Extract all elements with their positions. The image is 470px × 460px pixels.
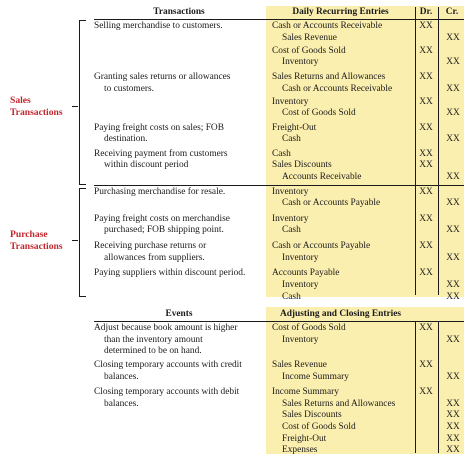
debit-account: Cash or Accounts Receivable xyxy=(272,21,383,31)
debit-mark: XX xyxy=(419,96,433,107)
purchase-description: Purchasing merchandise for resale. xyxy=(94,186,226,197)
purchase-description: Paying freight costs on merchandise xyxy=(94,213,230,224)
debit-account: Income Summary xyxy=(272,386,339,397)
credit-mark: XX xyxy=(446,108,460,119)
debit-account: Cost of Goods Sold xyxy=(272,323,346,333)
credit-mark: XX xyxy=(446,433,460,444)
bottom-left-header: Events xyxy=(165,309,193,319)
debit-mark: XX xyxy=(419,160,433,171)
event-description: than the inventory amount xyxy=(104,334,203,345)
top-entries-header: Daily Recurring Entries xyxy=(292,7,389,17)
debit-account: Sales Discounts xyxy=(272,160,332,171)
credit-account: Cash xyxy=(282,291,301,302)
purchase-description: allowances from suppliers. xyxy=(104,252,205,263)
sales-category-label: Transactions xyxy=(10,106,63,118)
cr-column-separator-top xyxy=(438,7,439,295)
credit-mark: XX xyxy=(446,371,460,382)
debit-mark: XX xyxy=(419,268,433,279)
sales-description: Receiving payment from customers xyxy=(94,148,228,159)
credit-mark: XX xyxy=(446,225,460,236)
credit-account: Cost of Goods Sold xyxy=(282,421,356,432)
sales-description: Granting sales returns or allowances xyxy=(94,71,231,82)
top-header-rule xyxy=(94,19,464,20)
credit-account: Cash xyxy=(282,134,301,145)
sales-description: Selling merchandise to customers. xyxy=(94,21,223,31)
debit-account: Inventory xyxy=(272,96,309,107)
credit-mark: XX xyxy=(446,410,460,421)
credit-account: Expenses xyxy=(282,445,318,456)
debit-account: Sales Returns and Allowances xyxy=(272,71,386,82)
debit-mark: XX xyxy=(419,240,433,251)
credit-mark: XX xyxy=(446,398,460,409)
credit-account: Cash or Accounts Receivable xyxy=(282,83,393,94)
dr-column-separator-bottom xyxy=(415,321,416,453)
credit-mark: XX xyxy=(446,134,460,145)
credit-account: Sales Returns and Allowances xyxy=(282,398,396,409)
credit-account: Inventory xyxy=(282,252,319,263)
bottom-entries-header: Adjusting and Closing Entries xyxy=(279,309,402,319)
debit-mark: XX xyxy=(419,386,433,397)
debit-account: Inventory xyxy=(272,186,309,197)
debit-account: Cash xyxy=(272,148,291,159)
debit-account: Inventory xyxy=(272,213,309,224)
dr-header: Dr. xyxy=(419,7,433,17)
sales-brace xyxy=(79,20,86,185)
purchase-category-label: Purchase xyxy=(10,229,48,240)
cr-header: Cr. xyxy=(445,7,459,17)
event-description: Closing temporary accounts with credit xyxy=(94,360,242,371)
event-description: balances. xyxy=(104,371,139,382)
credit-mark: XX xyxy=(446,421,460,432)
credit-account: Sales Revenue xyxy=(282,32,337,43)
purchase-brace-tick xyxy=(72,240,78,241)
debit-mark: XX xyxy=(419,21,433,31)
sales-description: to customers. xyxy=(104,83,154,94)
sales-brace-tick xyxy=(72,106,78,107)
purchase-category-label: Transactions xyxy=(10,240,63,252)
dr-column-separator-top xyxy=(415,7,416,295)
credit-mark: XX xyxy=(446,279,460,290)
credit-mark: XX xyxy=(446,32,460,43)
credit-account: Inventory xyxy=(282,334,319,345)
credit-mark: XX xyxy=(446,198,460,209)
purchase-description: Receiving purchase returns or xyxy=(94,240,207,251)
purchase-description: purchased; FOB shipping point. xyxy=(104,225,224,236)
credit-mark: XX xyxy=(446,334,460,345)
credit-mark: XX xyxy=(446,445,460,456)
event-description: Closing temporary accounts with debit xyxy=(94,386,240,397)
credit-mark: XX xyxy=(446,57,460,68)
debit-mark: XX xyxy=(419,360,433,371)
credit-account: Freight-Out xyxy=(282,433,327,444)
event-description: balances. xyxy=(104,398,139,409)
credit-mark: XX xyxy=(446,252,460,263)
credit-account: Accounts Receivable xyxy=(282,172,362,183)
debit-mark: XX xyxy=(419,122,433,133)
purchase-brace xyxy=(79,188,86,297)
event-description: Adjust because book amount is higher xyxy=(94,323,238,333)
debit-account: Accounts Payable xyxy=(272,268,340,279)
credit-account: Income Summary xyxy=(282,371,349,382)
debit-mark: XX xyxy=(419,148,433,159)
bottom-header-rule xyxy=(94,321,464,322)
top-left-header: Transactions xyxy=(153,7,205,17)
credit-account: Cash xyxy=(282,225,301,236)
debit-mark: XX xyxy=(419,186,433,197)
credit-account: Inventory xyxy=(282,279,319,290)
credit-account: Sales Discounts xyxy=(282,410,342,421)
credit-mark: XX xyxy=(446,291,460,302)
credit-account: Cost of Goods Sold xyxy=(282,108,356,119)
sales-description: Paying freight costs on sales; FOB xyxy=(94,122,224,133)
debit-account: Sales Revenue xyxy=(272,360,327,371)
credit-mark: XX xyxy=(446,172,460,183)
debit-mark: XX xyxy=(419,71,433,82)
debit-mark: XX xyxy=(419,213,433,224)
purchase-description: Paying suppliers within discount period. xyxy=(94,268,246,279)
credit-account: Cash or Accounts Payable xyxy=(282,198,381,209)
sales-description: within discount period xyxy=(104,160,189,171)
sales-category-label: Sales xyxy=(10,95,31,106)
debit-mark: XX xyxy=(419,323,433,333)
sales-description: destination. xyxy=(104,134,148,145)
debit-mark: XX xyxy=(419,45,433,56)
cr-column-separator-bottom xyxy=(438,321,439,453)
credit-mark: XX xyxy=(446,83,460,94)
credit-account: Inventory xyxy=(282,57,319,68)
debit-account: Cost of Goods Sold xyxy=(272,45,346,56)
debit-account: Cash or Accounts Payable xyxy=(272,240,371,251)
debit-account: Freight-Out xyxy=(272,122,317,133)
event-description: determined to be on hand. xyxy=(104,346,202,357)
